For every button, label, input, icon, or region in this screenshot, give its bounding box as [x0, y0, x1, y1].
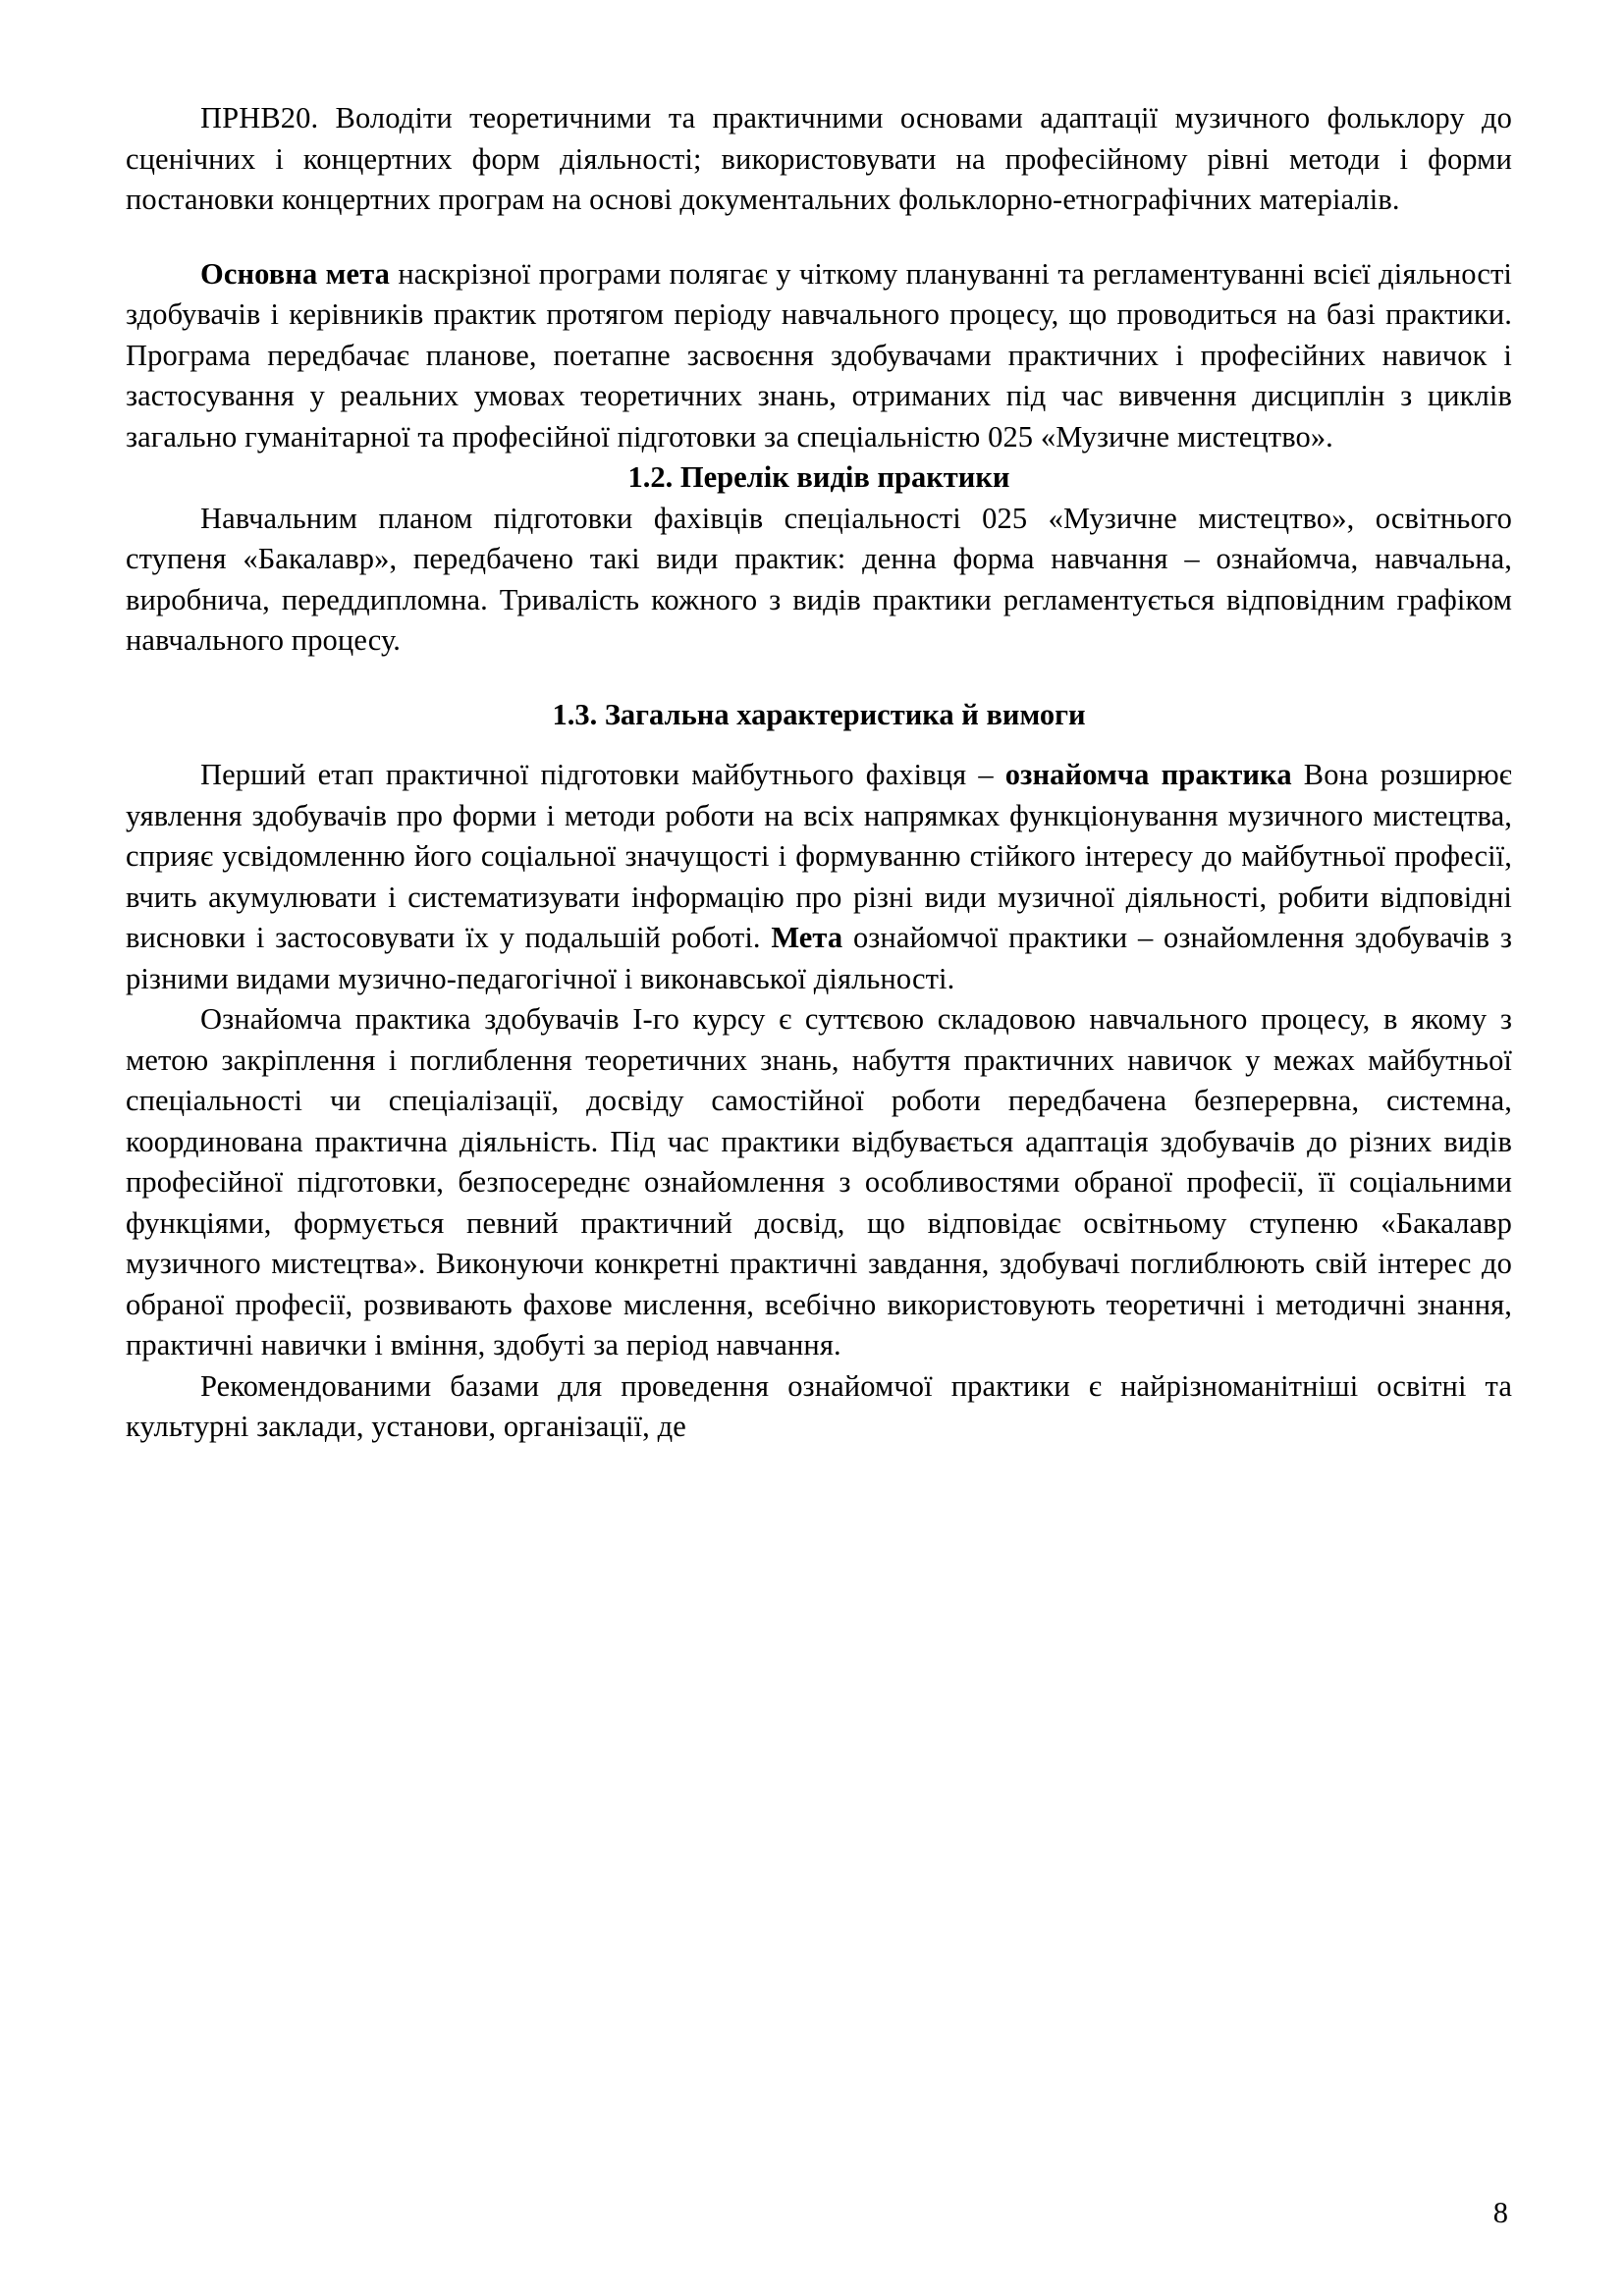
first-stage-middle-text: Вона розширює уявлення здобувачів про форми і методи роботи на всіх напрямках функціонування музичного мистецтва, сприяє усвідомленню його соціальної значущості і формуванню стійкого інтересу до майбутньої професії, вчить акумулювати і систематизувати інформацію про різні види музичної діяльності, робити відповідні висновки і застосовувати їх у подальшій роботі. — [126, 758, 1512, 954]
paragraph-prnv20: ПРНВ20. Володіти теоретичними та практичними основами адаптації музичного фольклору до сценічних і концертних форм діяльності; використовувати на професійному рівні методи і форми постановки концертних програм на основі документальних фольклорно-етнографічних матеріалів. — [126, 101, 1512, 216]
paragraph-main-goal — [126, 254, 1512, 458]
spacer — [126, 735, 1512, 755]
first-stage-emphasis-practice: ознайомча практика — [1004, 758, 1292, 791]
paragraph-section-1-2-body: Навчальним планом підготовки фахівців спеціальності 025 «Музичне мистецтво», освітнього ступеня «Бакалавр», передбачено такі види практик: денна форма навчання – ознайомча, навчальна, виробнича, переддипломна. Тривалість кожного з видів практики регламентується відповідним графіком навчального процесу. — [126, 501, 1512, 657]
page-number: 8 — [1492, 2196, 1508, 2229]
paragraph-first-stage — [126, 755, 1512, 999]
page-content — [126, 98, 1512, 1448]
heading-section-1-3: 1.3. Загальна характеристика й вимоги — [552, 697, 1086, 731]
spacer — [126, 662, 1512, 695]
first-stage-lead-text: Перший етап практичної підготовки майбутнього фахівця – — [200, 758, 1005, 791]
spacer — [126, 221, 1512, 254]
paragraph-recommended-bases: Рекомендованими базами для проведення ознайомчої практики є найрізноманітніші освітні та культурні заклади, установи, організації, де — [126, 1368, 1512, 1443]
first-stage-tail-text: ознайомчої практики – ознайомлення здобувачів з різними видами музично-педагогічної і виконавської діяльності. — [126, 921, 1512, 995]
main-goal-text: наскрізної програми полягає у чіткому плануванні та регламентуванні всієї діяльності здобувачів і керівників практик протягом періоду навчального процесу, що проводиться на базі практики. Програма передбачає планове, поетапне засвоєння здобувачами практичних і професійних навичок і застосування у реальних умовах теоретичних знань, отриманих під час вивчення дисциплін з циклів загально гуманітарної та професійної підготовки за спеціальністю 025 «Музичне мистецтво». — [126, 256, 1512, 454]
first-stage-emphasis-meta: Мета — [771, 921, 843, 954]
heading-section-1-2: 1.2. Перелік видів практики — [627, 460, 1010, 494]
main-goal-emphasis: Основна мета — [200, 256, 390, 291]
paragraph-oznaiomcha-practice: Ознайомча практика здобувачів І-го курсу є суттєвою складовою навчального процесу, в якому з метою закріплення і поглиблення теоретичних знань, набуття практичних навичок у межах майбутньої спеціальності чи спеціалізації, досвіду самостійної роботи передбачена безперервна, системна, координована практична діяльність. Під час практики відбувається адаптація здобувачів до різних видів професійної підготовки, безпосереднє ознайомлення з особливостями обраної професії, її соціальними функціями, формується певний практичний досвід, що відповідає освітньому ступеню «Бакалавр музичного мистецтва». Виконуючи конкретні практичні завдання, здобувачі поглиблюють свій інтерес до обраної професії, розвивають фахове мислення, всебічно використовують теоретичні і методичні знання, практичні навички і вміння, здобуті за період навчання. — [126, 1002, 1512, 1362]
